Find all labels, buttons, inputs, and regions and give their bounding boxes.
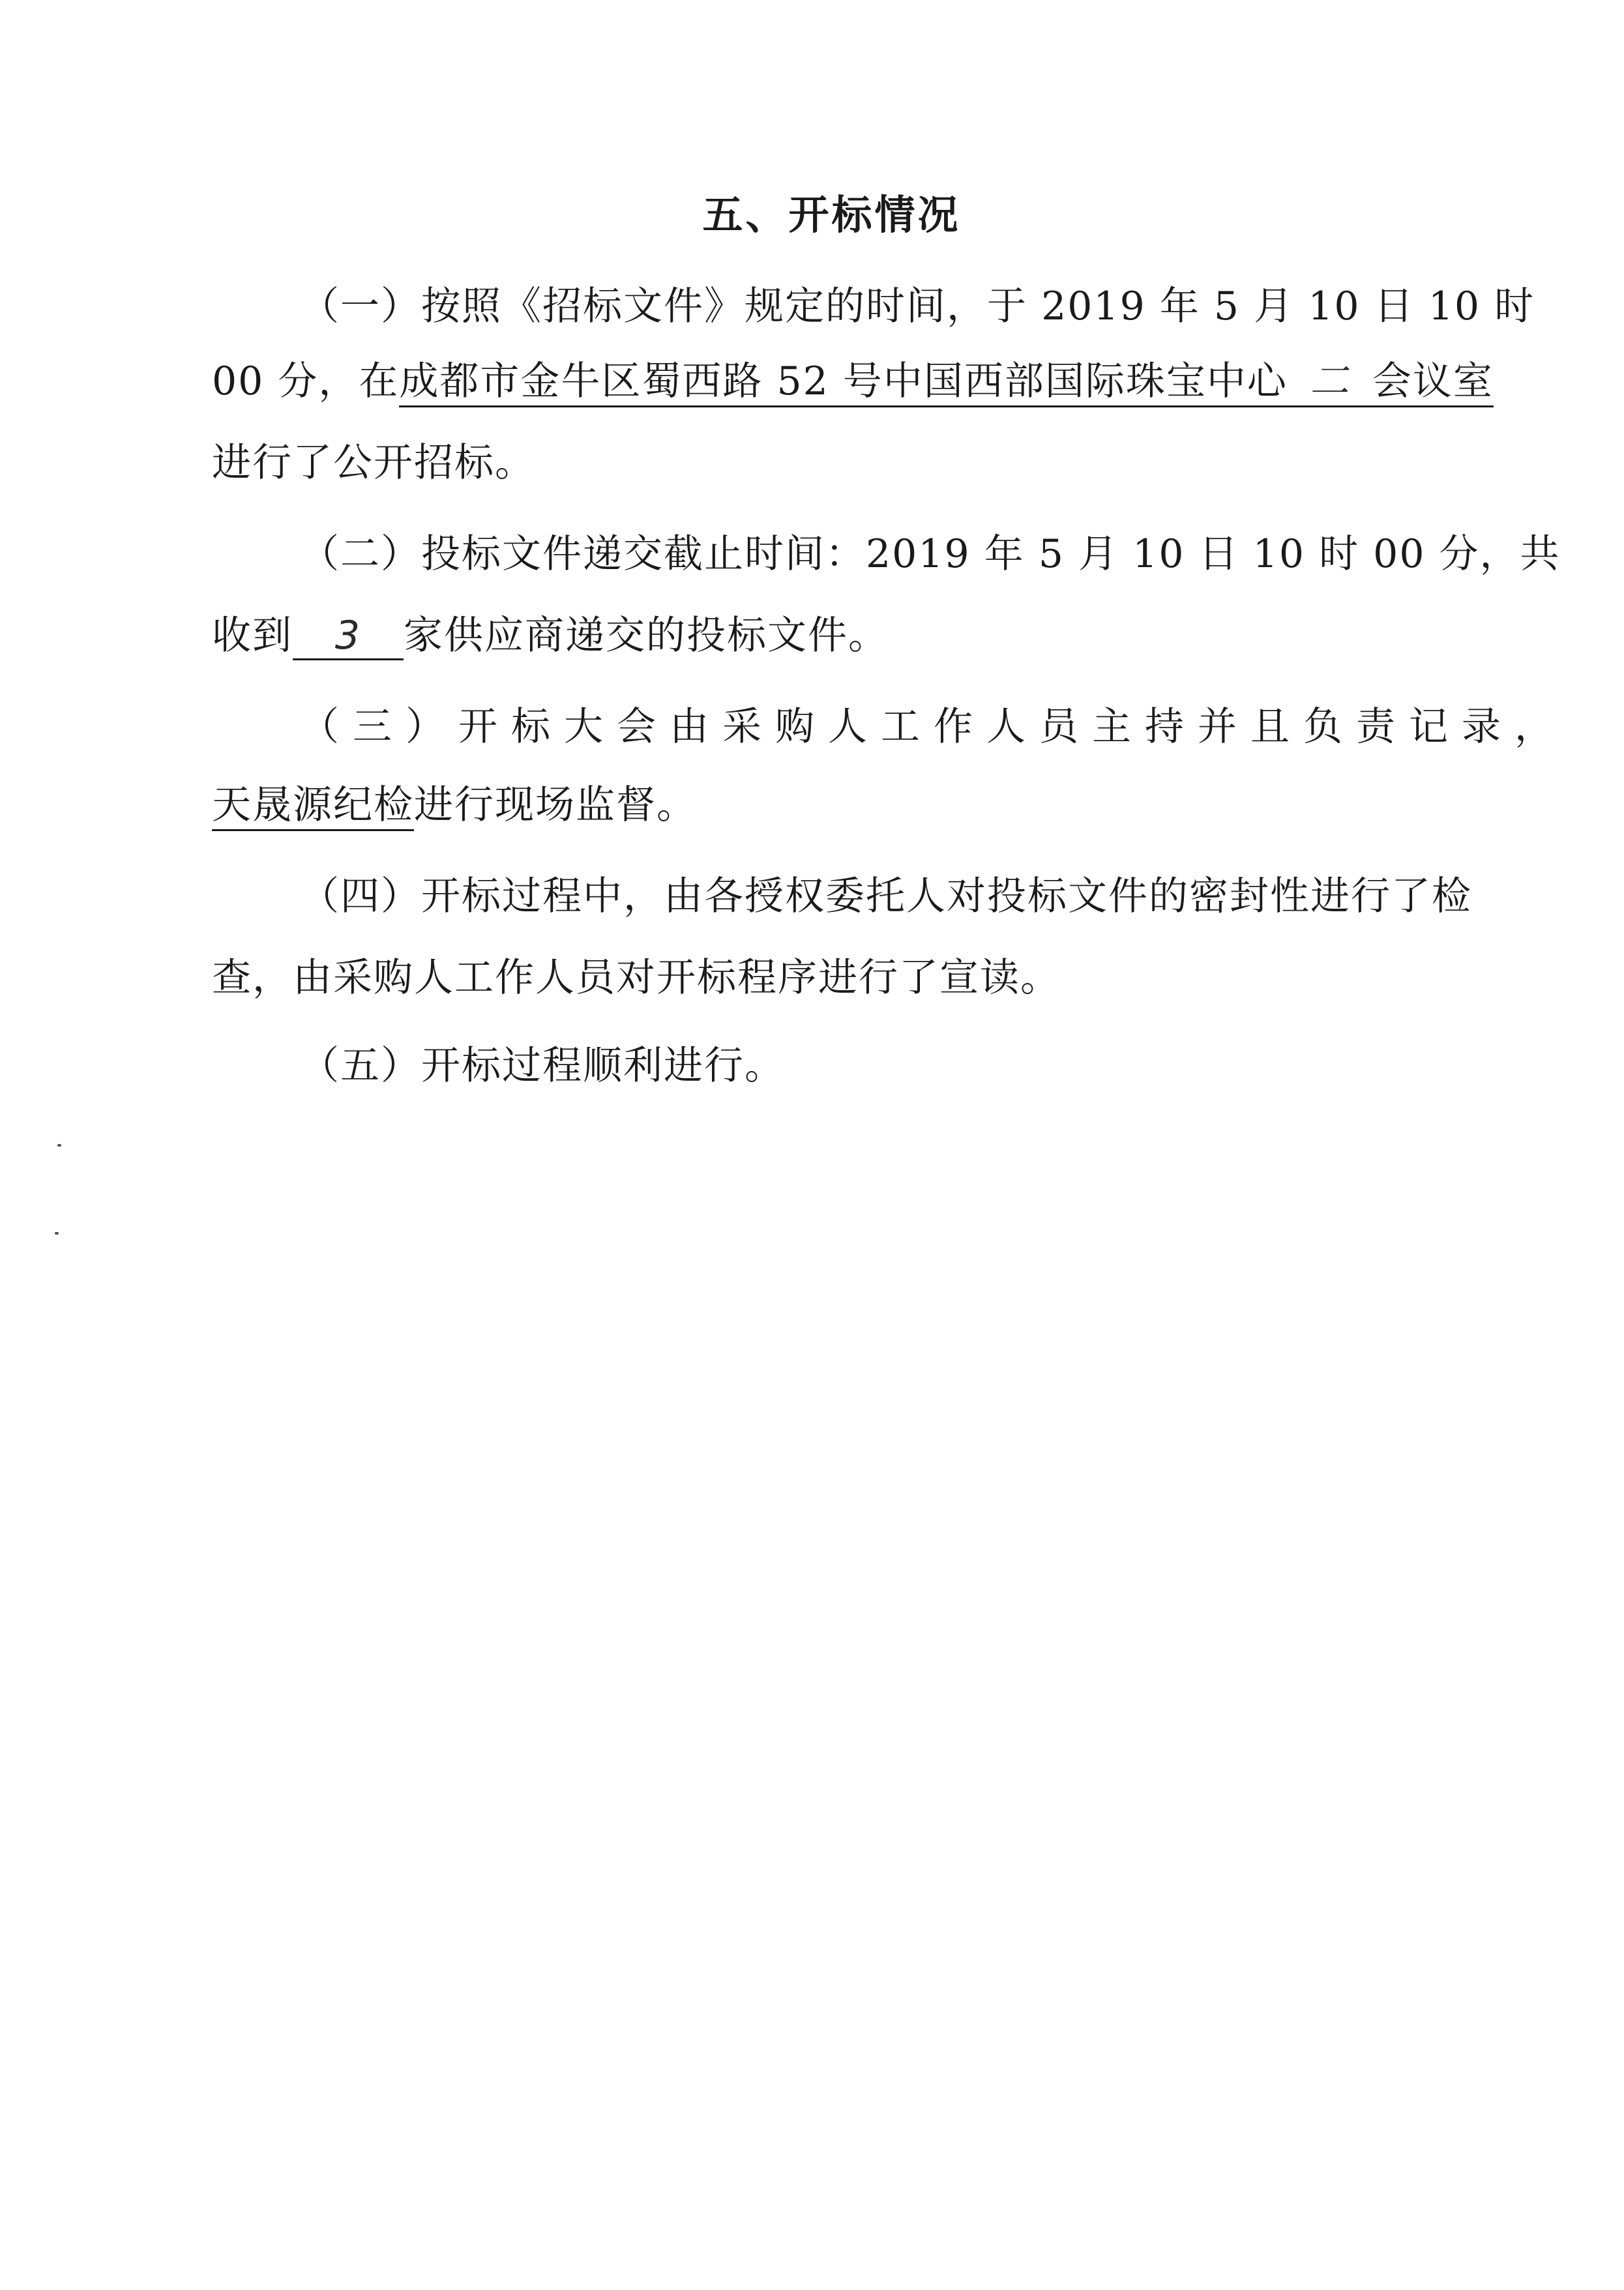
underlined-address	[399, 359, 1494, 407]
fill-in-blank	[293, 613, 404, 660]
supervision-text: 进行现场监督。	[414, 782, 697, 828]
handwritten-room-number: 二	[1309, 359, 1350, 404]
scan-speck	[55, 1232, 59, 1235]
address-text: 成都市金牛区蜀西路 52 号中国西部国际珠宝中心	[399, 359, 1288, 404]
meeting-room-text: 会议室	[1372, 359, 1494, 404]
paragraph-1-line-2	[212, 355, 1494, 407]
received-prefix: 收到	[212, 613, 293, 658]
paragraph-1-time-suffix: 00 分，在	[212, 359, 400, 404]
paragraph-3-line-1: （三）开标大会由采购人工作人员主持并且负责记录，	[300, 704, 1567, 750]
paragraph-4-line-1: （四）开标过程中，由各授权委托人对投标文件的密封性进行了检	[300, 873, 1472, 919]
section-heading: 五、开标情况	[702, 191, 961, 239]
underlined-supervisor: 天晟源纪检	[212, 782, 414, 831]
paragraph-2-line-2	[212, 609, 889, 662]
paragraph-4-line-2: 查，由采购人工作人员对开标程序进行了宣读。	[212, 955, 1061, 1001]
handwritten-supplier-count: 3	[334, 613, 362, 658]
scan-speck	[57, 1144, 61, 1147]
received-suffix: 家供应商递交的投标文件。	[404, 613, 889, 658]
paragraph-3-line-2	[212, 779, 697, 831]
paragraph-5-line-1: （五）开标过程顺利进行。	[300, 1043, 785, 1089]
paragraph-1-line-1: （一）按照《招标文件》规定的时间，于 2019 年 5 月 10 日 10 时	[300, 284, 1535, 329]
paragraph-2-line-1: （二）投标文件递交截止时间：2019 年 5 月 10 日 10 时 00 分，共	[300, 531, 1561, 577]
paragraph-1-line-3: 进行了公开招标。	[212, 440, 535, 486]
